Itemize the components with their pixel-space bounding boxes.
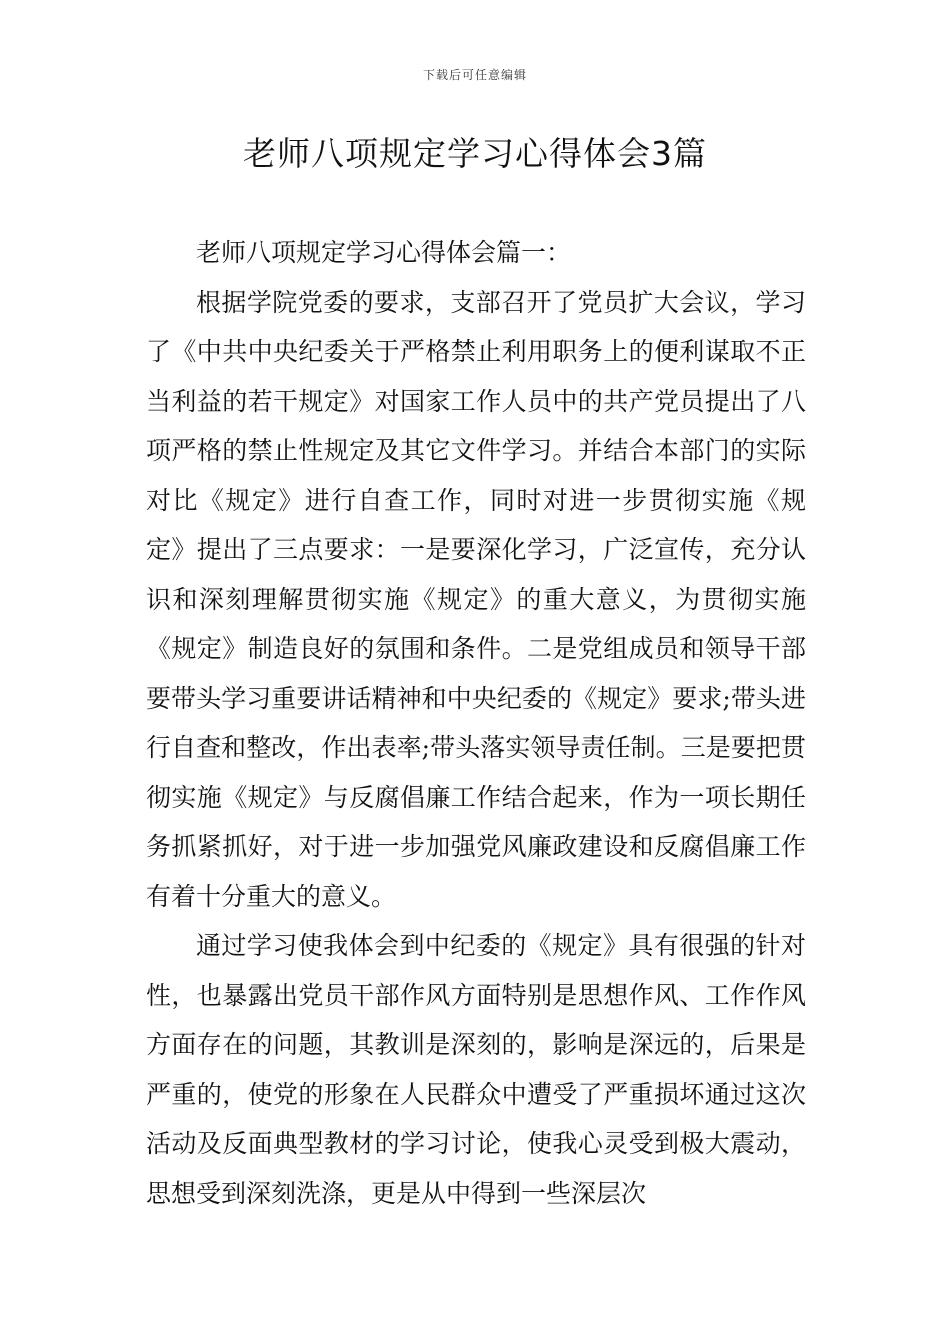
body-paragraph: 根据学院党委的要求，支部召开了党员扩大会议，学习了《中共中央纪委关于严格禁止利用职务上的便利谋取不正当利益的若干规定》对国家工作人员中的共产党员提出了八项严格的禁止性规定及其它文件学习。并结合本部门的实际对比《规定》进行自查工作，同时对进一步贯彻实施《规定》提出了三点要求：一是要深化学习，广泛宣传，充分认识和深刻理解贯彻实施《规定》的重大意义，为贯彻实施《规定》制造良好的氛围和条件。二是党组成员和领导干部要带头学习重要讲话精神和中央纪委的《规定》要求;带头进行自查和整改，作出表率;带头落实领导责任制。三是要把贯彻实施《规定》与反腐倡廉工作结合起来，作为一项长期任务抓紧抓好，对于进一步加强党风廉政建设和反腐倡廉工作有着十分重大的意义。 [146,287,806,911]
header-note: 下载后可任意编辑 [422,68,527,82]
body-paragraph: 通过学习使我体会到中纪委的《规定》具有很强的针对性，也暴露出党员干部作风方面特别是思想作风、工作作风方面存在的问题，其教训是深刻的，影响是深远的，后果是严重的，使党的形象在人民群众中遭受了严重损坏通过这次活动及反面典型教材的学习讨论，使我心灵受到极大震动，思想受到深刻洗涤，更是从中得到一些深层次 [146,931,806,1208]
section-heading: 老师八项规定学习心得体会篇一： [196,238,572,267]
document-title: 老师八项规定学习心得体会3篇 [243,134,707,173]
document-body [146,228,806,1218]
